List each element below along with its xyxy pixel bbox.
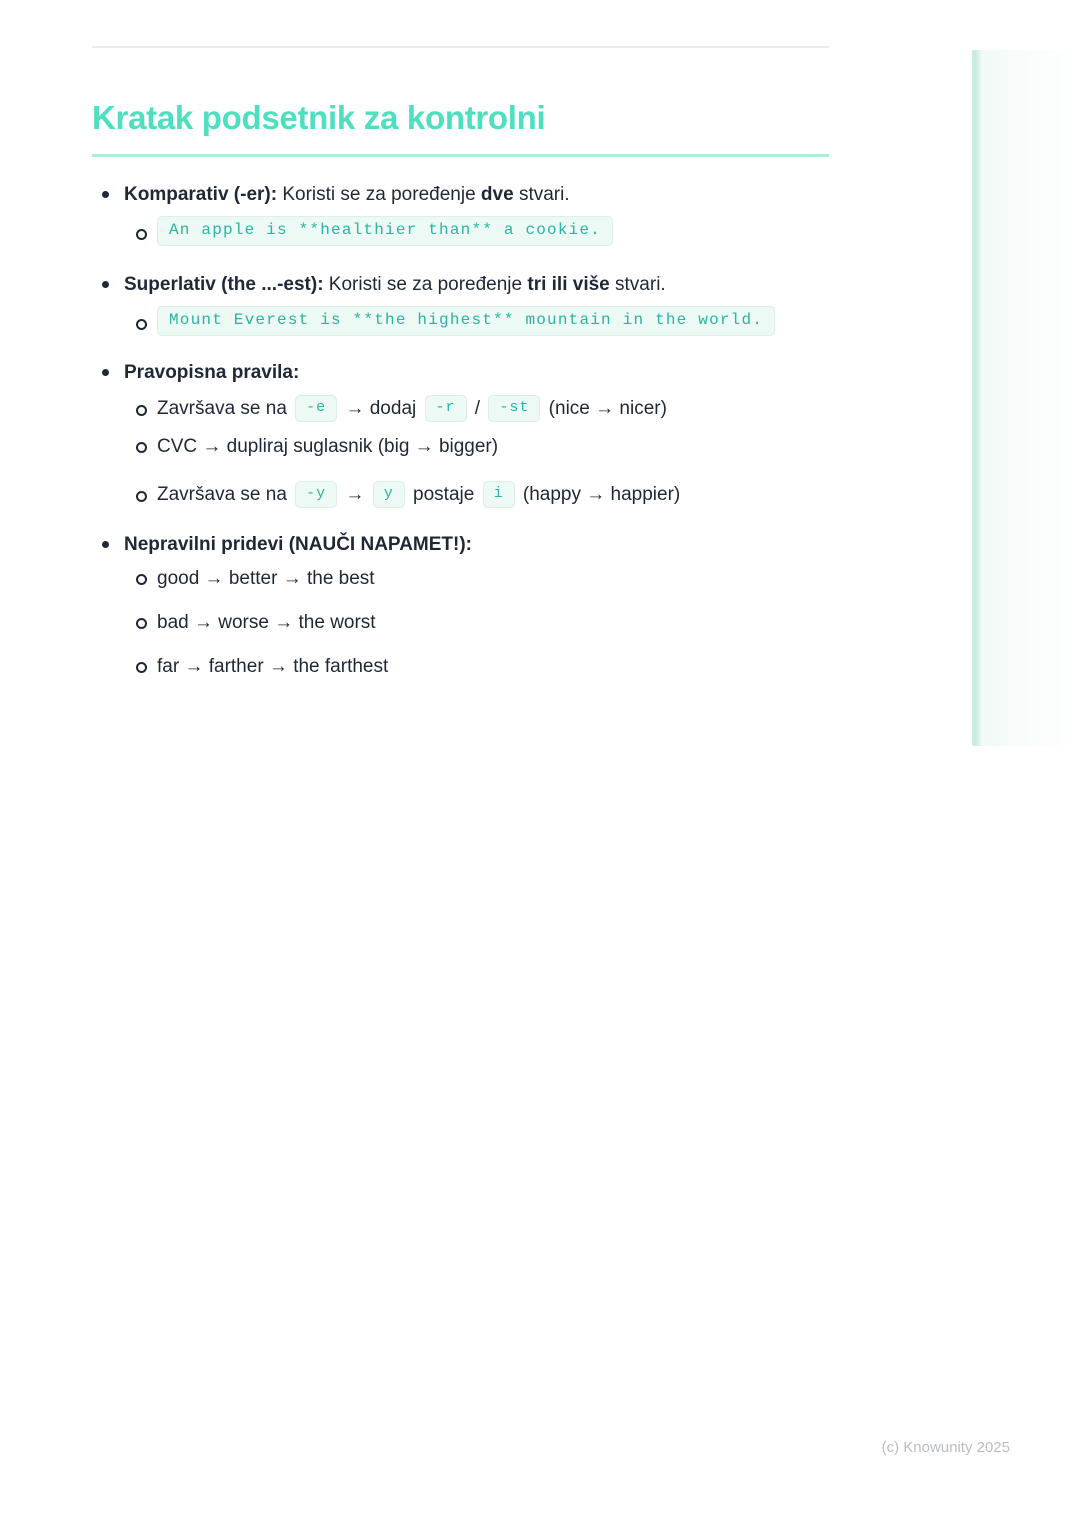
- suffix-chip: -r: [425, 395, 467, 422]
- rule-text: (happy → happier): [517, 484, 681, 505]
- item-lead-bold: Pravopisna pravila:: [124, 362, 300, 383]
- code-example: An apple is **healthier than** a cookie.: [157, 216, 613, 246]
- sub-bullet-icon: [136, 574, 147, 585]
- sub-bullet-icon: [136, 618, 147, 629]
- item-emphasis: tri ili više: [527, 274, 610, 295]
- item-text: Koristi se za poređenje: [277, 184, 481, 205]
- bullet-icon: [102, 369, 109, 376]
- rule-text: (nice → nicer): [543, 398, 667, 419]
- page-title: Kratak podsetnik za kontrolni: [92, 99, 546, 136]
- suffix-chip: i: [483, 481, 515, 508]
- bullet-icon: [102, 541, 109, 548]
- code-example: Mount Everest is **the highest** mountain in the world.: [157, 306, 775, 336]
- suffix-chip: -e: [295, 395, 337, 422]
- list-subitem-far: [92, 656, 872, 678]
- irregular-adjective-text: far → farther → the farthest: [157, 656, 389, 677]
- item-lead-bold: Komparativ (-er):: [124, 184, 278, 205]
- title-underline: [92, 154, 829, 157]
- suffix-chip: -y: [295, 481, 337, 508]
- list-item-superlativ: [92, 274, 872, 296]
- sub-bullet-icon: [136, 405, 147, 416]
- side-accent-strip: [972, 50, 1080, 746]
- sub-bullet-icon: [136, 491, 147, 502]
- item-lead-bold: Superlativ (the ...-est):: [124, 274, 324, 295]
- list-subitem-good: [92, 568, 872, 590]
- rule-text: Završava se na: [157, 484, 293, 505]
- rule-text: postaje: [407, 484, 480, 505]
- rule-text: Završava se na: [157, 398, 293, 419]
- list-subitem-code: [92, 216, 872, 246]
- rule-text: →: [340, 484, 370, 505]
- list-item-nepravilni-pridevi: [92, 534, 872, 556]
- list-item-komparativ: [92, 184, 872, 206]
- rule-text: → dodaj: [340, 398, 422, 419]
- list-subitem-code: [92, 306, 872, 336]
- bullet-icon: [102, 281, 109, 288]
- item-text: Koristi se za poređenje: [323, 274, 528, 295]
- item-emphasis: dve: [480, 184, 514, 205]
- item-lead-bold: Nepravilni pridevi (NAUČI NAPAMET!):: [124, 534, 473, 555]
- irregular-adjective-text: bad → worse → the worst: [157, 612, 376, 633]
- list-item-pravopisna-pravila: [92, 362, 872, 384]
- sub-bullet-icon: [136, 229, 147, 240]
- rule-text: CVC → dupliraj suglasnik (big → bigger): [157, 436, 499, 457]
- sub-bullet-icon: [136, 662, 147, 673]
- suffix-chip: -st: [488, 395, 540, 422]
- list-subitem-rule-y: [92, 480, 872, 510]
- content-area: [92, 184, 872, 678]
- list-subitem-rule-cvc: [92, 436, 872, 458]
- top-divider: [92, 46, 829, 48]
- item-text: stvari.: [609, 274, 666, 295]
- suffix-chip: y: [373, 481, 405, 508]
- irregular-adjective-text: good → better → the best: [157, 568, 375, 589]
- rule-text: /: [469, 398, 486, 419]
- sub-bullet-icon: [136, 442, 147, 453]
- list-subitem-bad: [92, 612, 872, 634]
- sub-bullet-icon: [136, 319, 147, 330]
- list-subitem-rule-e: [92, 394, 872, 424]
- bullet-icon: [102, 191, 109, 198]
- item-text: stvari.: [513, 184, 570, 205]
- copyright-notice: (c) Knowunity 2025: [881, 1439, 1010, 1456]
